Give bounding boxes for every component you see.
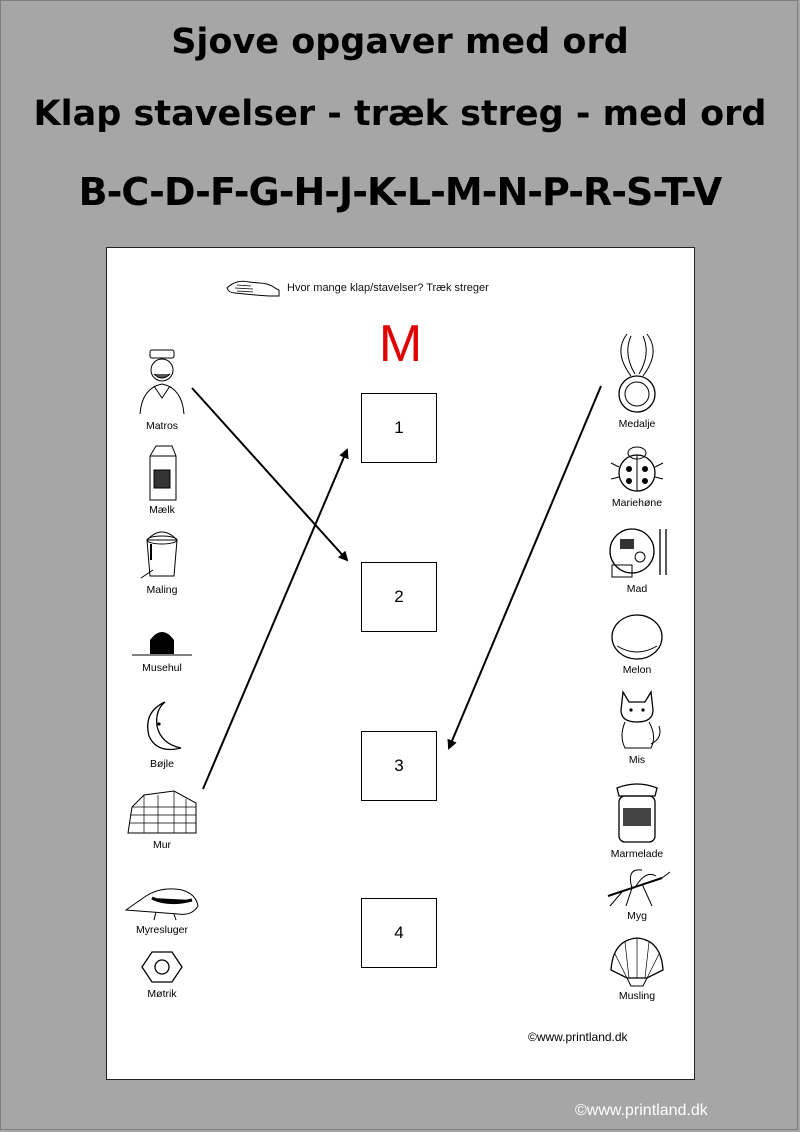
item-label: Musling [618, 990, 656, 1002]
arrow-line [192, 388, 347, 560]
item-label: Mad [626, 583, 648, 595]
page-subtitle: Klap stavelser - træk streg - med ord [33, 94, 767, 134]
item-label: Myg [627, 910, 647, 922]
footer-copyright: ©www.printland.dk [575, 1102, 708, 1119]
letter-list: B-C-D-F-G-H-J-K-L-M-N-P-R-S-T-V [78, 170, 722, 214]
worksheet [106, 247, 695, 1080]
item-label: Bøjle [150, 758, 174, 770]
page-title: Sjove opgaver med ord [171, 22, 629, 62]
item-label: Mis [628, 754, 646, 766]
item-label: Mur [152, 839, 172, 851]
item-label: Møtrik [147, 988, 177, 1000]
item-label: Mælk [149, 504, 175, 516]
item-label: Mariehøne [611, 497, 663, 509]
instruction-text: Hvor mange klap/stavelser? Træk streger [287, 282, 489, 294]
connection-arrows [107, 248, 694, 1079]
box-number: 3 [394, 756, 404, 775]
target-letter: M [378, 315, 423, 373]
item-label: Maling [146, 584, 178, 596]
arrow-line [203, 450, 347, 789]
item-label: Musehul [142, 662, 182, 674]
item-label: Marmelade [610, 848, 664, 860]
box-number: 2 [394, 587, 404, 606]
item-label: Matros [145, 420, 179, 432]
arrow-line [449, 386, 601, 748]
item-label: Melon [622, 664, 652, 676]
box-number: 1 [394, 418, 404, 437]
item-label: Myresluger [136, 924, 188, 936]
item-label: Medalje [618, 418, 656, 430]
box-number: 4 [394, 923, 404, 942]
worksheet-copyright: ©www.printland.dk [528, 1030, 628, 1044]
